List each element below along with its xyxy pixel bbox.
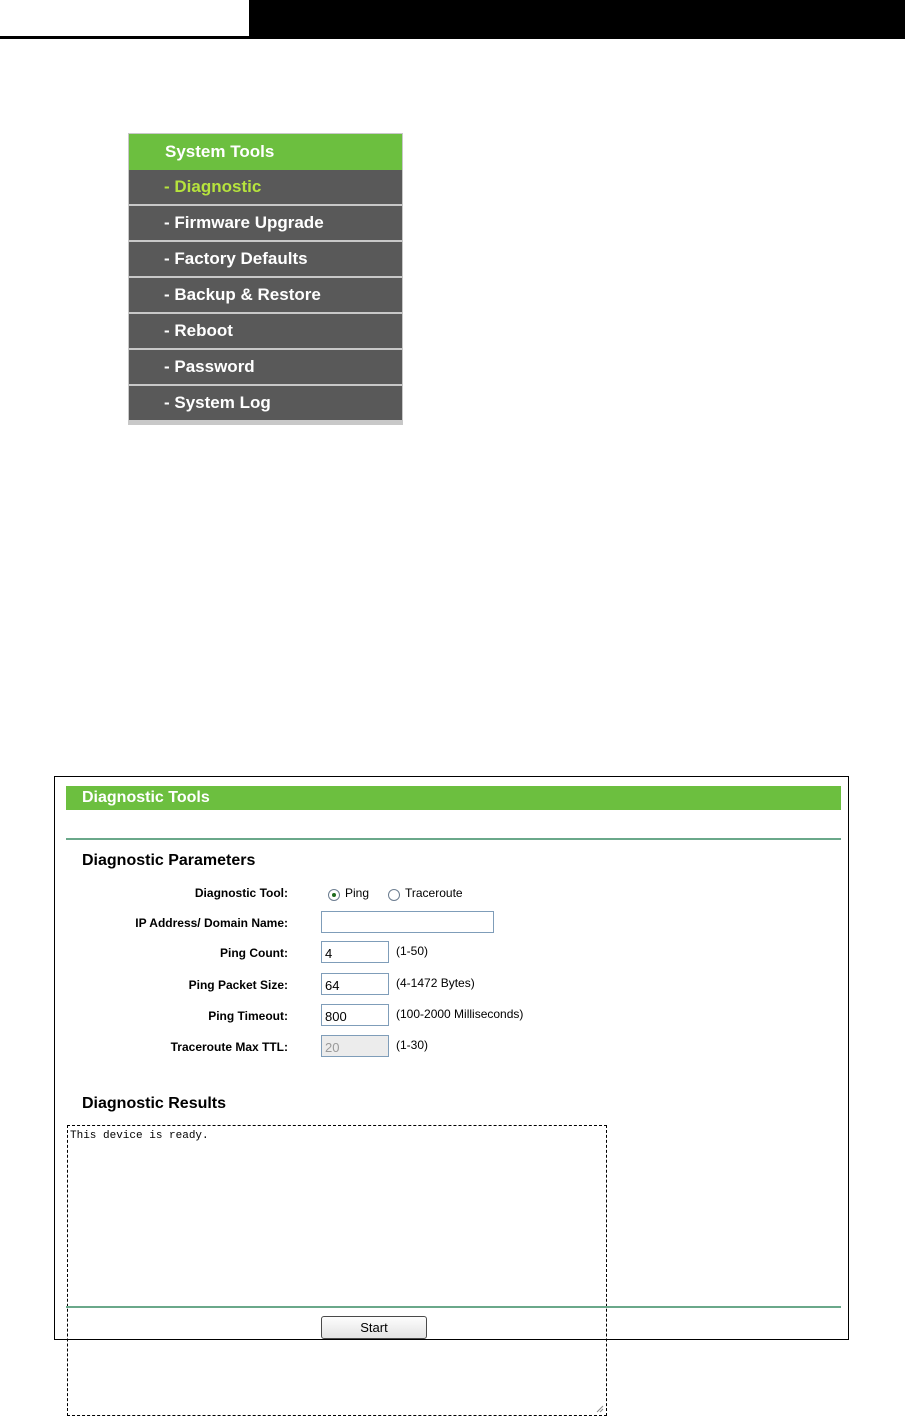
ping-radio[interactable] — [328, 889, 340, 901]
menu-item-factory-defaults[interactable]: - Factory Defaults — [129, 242, 402, 276]
ip-address-label: IP Address/ Domain Name: — [135, 916, 288, 930]
menu-item-firmware-upgrade[interactable]: - Firmware Upgrade — [129, 206, 402, 240]
parameters-title: Diagnostic Parameters — [82, 852, 256, 869]
ip-address-input[interactable] — [321, 911, 494, 933]
ping-radio-label[interactable]: Ping — [345, 886, 370, 900]
system-tools-menu — [128, 133, 403, 425]
results-title: Diagnostic Results — [82, 1095, 227, 1112]
ping-timeout-label: Ping Timeout: — [208, 1009, 288, 1023]
ping-timeout-hint: (100-2000 Milliseconds) — [396, 1007, 524, 1021]
menu-item-diagnostic[interactable]: - Diagnostic — [129, 170, 402, 204]
diagnostic-results-textarea[interactable] — [67, 1125, 607, 1416]
traceroute-ttl-label: Traceroute Max TTL: — [170, 1040, 288, 1054]
panel-title: Diagnostic Tools — [66, 786, 841, 810]
header-divider — [0, 36, 905, 39]
top-divider — [66, 838, 841, 840]
menu-item-reboot[interactable]: - Reboot — [129, 314, 402, 348]
resize-grip-icon[interactable] — [596, 1405, 604, 1413]
traceroute-ttl-input: 20 — [321, 1035, 389, 1057]
diagnostic-tool-label: Diagnostic Tool: — [194, 886, 288, 900]
menu-item-password[interactable]: - Password — [129, 350, 402, 384]
header-bar — [249, 0, 905, 36]
start-button[interactable]: Start — [321, 1316, 427, 1339]
ping-count-input[interactable]: 4 — [321, 941, 389, 963]
ping-packet-size-input[interactable]: 64 — [321, 973, 389, 995]
menu-item-backup-restore[interactable]: - Backup & Restore — [129, 278, 402, 312]
ping-count-label: Ping Count: — [220, 946, 288, 960]
diagnostic-tools-panel — [54, 776, 849, 1340]
traceroute-radio[interactable] — [388, 889, 400, 901]
ping-packet-size-label: Ping Packet Size: — [188, 978, 288, 992]
ping-count-hint: (1-50) — [396, 944, 429, 958]
results-text: This device is ready. — [70, 1130, 209, 1142]
traceroute-ttl-hint: (1-30) — [396, 1038, 429, 1052]
ping-timeout-input[interactable]: 800 — [321, 1004, 389, 1026]
menu-item-system-log[interactable]: - System Log — [129, 386, 402, 420]
menu-header-system-tools[interactable]: System Tools — [129, 134, 402, 170]
bottom-divider — [66, 1306, 841, 1308]
traceroute-radio-label[interactable]: Traceroute — [405, 886, 463, 900]
ping-packet-size-hint: (4-1472 Bytes) — [396, 976, 475, 990]
